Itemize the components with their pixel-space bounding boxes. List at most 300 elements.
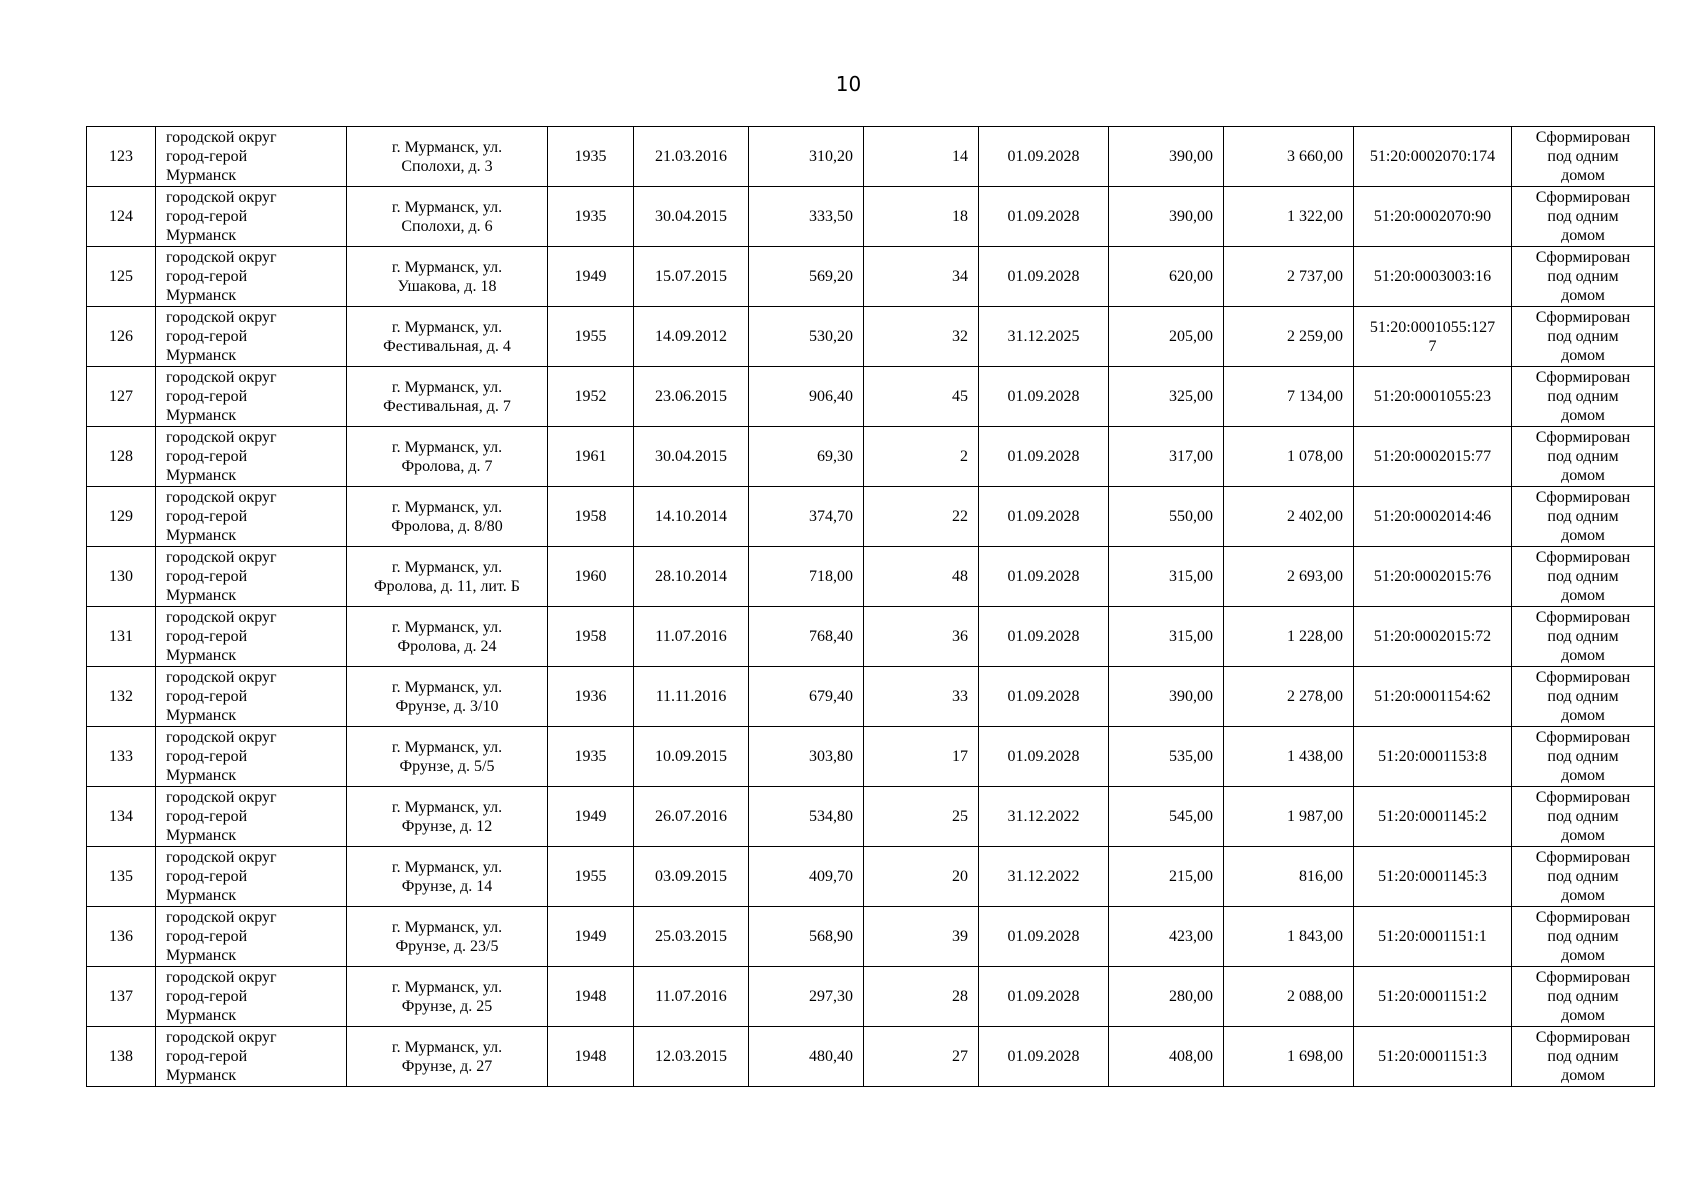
cell-municipality-line: городской округ [166, 669, 277, 686]
cell-address-line: Фролова, д. 24 [397, 637, 497, 655]
cell-status-line: под одним [1547, 568, 1619, 585]
cell-municipality-line: город-герой [166, 1048, 248, 1065]
cell-status-line: домом [1561, 527, 1605, 544]
cell-municipality [156, 1027, 347, 1087]
cell-address [347, 727, 548, 787]
cell-status [1512, 247, 1655, 307]
cell-municipality-line: город-герой [166, 508, 248, 525]
cell-municipality [156, 367, 347, 427]
cell-status-line: домом [1561, 827, 1605, 844]
cell-people: 36 [864, 607, 979, 667]
cell-col10: 7 134,00 [1224, 367, 1354, 427]
cell-municipality [156, 667, 347, 727]
cell-municipality-line: Мурманск [166, 887, 237, 904]
cell-status-line: под одним [1547, 508, 1619, 525]
cell-address-line: г. Мурманск, ул. [391, 978, 503, 996]
cell-col10: 2 693,00 [1224, 547, 1354, 607]
cell-col9: 280,00 [1109, 967, 1224, 1027]
cell-status-line: под одним [1547, 448, 1619, 465]
cell-municipality [156, 187, 347, 247]
cell-date: 15.07.2015 [634, 247, 749, 307]
cell-area: 906,40 [749, 367, 864, 427]
cell-status [1512, 187, 1655, 247]
cell-cadastral-line: 51:20:0002014:46 [1373, 508, 1492, 525]
cell-area: 718,00 [749, 547, 864, 607]
cell-status-line: домом [1561, 167, 1605, 184]
cell-address-line: г. Мурманск, ул. [391, 198, 503, 216]
cell-people: 48 [864, 547, 979, 607]
cell-col9: 315,00 [1109, 607, 1224, 667]
cell-status-line: Сформирован [1535, 309, 1631, 326]
cell-cadastral-line: 51:20:0001154:62 [1374, 688, 1491, 705]
cell-number: 130 [87, 547, 156, 607]
cell-municipality [156, 967, 347, 1027]
cell-address-line: Фрунзе, д. 25 [401, 997, 493, 1015]
cell-cadastral [1354, 247, 1512, 307]
cell-address-line: г. Мурманск, ул. [391, 138, 503, 156]
cell-address-line: г. Мурманск, ул. [391, 438, 503, 456]
cell-year: 1935 [548, 727, 634, 787]
cell-cadastral [1354, 727, 1512, 787]
cell-col10: 1 438,00 [1224, 727, 1354, 787]
cell-status [1512, 427, 1655, 487]
cell-status-line: под одним [1547, 988, 1619, 1005]
cell-status-line: Сформирован [1535, 609, 1631, 626]
cell-address [347, 787, 548, 847]
cell-status-line: Сформирован [1535, 669, 1631, 686]
cell-number: 131 [87, 607, 156, 667]
cell-municipality-line: городской округ [166, 909, 277, 926]
cell-status-line: Сформирован [1535, 429, 1631, 446]
cell-number: 129 [87, 487, 156, 547]
cell-address-line: г. Мурманск, ул. [391, 1038, 503, 1056]
cell-address-line: Фестивальная, д. 7 [383, 397, 511, 415]
cell-people: 20 [864, 847, 979, 907]
cell-cadastral [1354, 607, 1512, 667]
cell-year: 1955 [548, 307, 634, 367]
cell-col10: 1 843,00 [1224, 907, 1354, 967]
cell-status-line: домом [1561, 947, 1605, 964]
table-row [87, 427, 1655, 487]
cell-address-line: г. Мурманск, ул. [391, 678, 503, 696]
cell-cadastral-line: 51:20:0002070:90 [1373, 208, 1492, 225]
cell-year: 1961 [548, 427, 634, 487]
cell-deadline: 01.09.2028 [979, 907, 1109, 967]
cell-cadastral-line: 51:20:0003003:16 [1373, 268, 1492, 285]
cell-date: 03.09.2015 [634, 847, 749, 907]
cell-people: 32 [864, 307, 979, 367]
cell-municipality [156, 847, 347, 907]
cell-address [347, 607, 548, 667]
cell-col9: 205,00 [1109, 307, 1224, 367]
cell-cadastral [1354, 967, 1512, 1027]
cell-municipality-line: Мурманск [166, 227, 237, 244]
cell-col10: 1 322,00 [1224, 187, 1354, 247]
cell-status-line: домом [1561, 887, 1605, 904]
cell-cadastral [1354, 127, 1512, 187]
cell-status [1512, 787, 1655, 847]
table-row [87, 1027, 1655, 1087]
cell-municipality-line: Мурманск [166, 167, 237, 184]
cell-col9: 535,00 [1109, 727, 1224, 787]
cell-status [1512, 907, 1655, 967]
cell-cadastral [1354, 187, 1512, 247]
cell-date: 11.07.2016 [634, 967, 749, 1027]
cell-cadastral [1354, 787, 1512, 847]
cell-people: 33 [864, 667, 979, 727]
cell-cadastral-line: 51:20:0002070:174 [1369, 148, 1496, 165]
cell-year: 1960 [548, 547, 634, 607]
cell-address-line: г. Мурманск, ул. [391, 738, 503, 756]
cell-address [347, 547, 548, 607]
cell-deadline: 01.09.2028 [979, 667, 1109, 727]
cell-date: 14.09.2012 [634, 307, 749, 367]
table-row [87, 307, 1655, 367]
cell-status-line: домом [1561, 227, 1605, 244]
cell-municipality-line: город-герой [166, 328, 248, 345]
cell-address-line: г. Мурманск, ул. [391, 918, 503, 936]
cell-municipality-line: город-герой [166, 148, 248, 165]
cell-col9: 325,00 [1109, 367, 1224, 427]
cell-municipality-line: городской округ [166, 189, 277, 206]
cell-status-line: под одним [1547, 328, 1619, 345]
cell-deadline: 01.09.2028 [979, 727, 1109, 787]
cell-people: 25 [864, 787, 979, 847]
cell-municipality-line: город-герой [166, 268, 248, 285]
cell-cadastral-line: 51:20:0001145:3 [1378, 868, 1487, 885]
cell-address [347, 427, 548, 487]
cell-date: 28.10.2014 [634, 547, 749, 607]
cell-status [1512, 127, 1655, 187]
cell-col9: 620,00 [1109, 247, 1224, 307]
table-row [87, 487, 1655, 547]
cell-status [1512, 727, 1655, 787]
cell-status [1512, 307, 1655, 367]
cell-deadline: 31.12.2022 [979, 787, 1109, 847]
cell-municipality [156, 547, 347, 607]
cell-status-line: под одним [1547, 688, 1619, 705]
cell-status-line: Сформирован [1535, 729, 1631, 746]
cell-deadline: 01.09.2028 [979, 487, 1109, 547]
cell-col10: 2 402,00 [1224, 487, 1354, 547]
cell-date: 14.10.2014 [634, 487, 749, 547]
cell-year: 1936 [548, 667, 634, 727]
cell-number: 138 [87, 1027, 156, 1087]
cell-address-line: Ушакова, д. 18 [397, 277, 497, 295]
cell-deadline: 01.09.2028 [979, 547, 1109, 607]
cell-status-line: под одним [1547, 868, 1619, 885]
cell-address [347, 487, 548, 547]
cell-col9: 390,00 [1109, 187, 1224, 247]
cell-municipality-line: Мурманск [166, 1007, 237, 1024]
cell-cadastral-line: 51:20:0001153:8 [1378, 748, 1487, 765]
cell-col10: 2 278,00 [1224, 667, 1354, 727]
cell-col10: 1 698,00 [1224, 1027, 1354, 1087]
table-row [87, 787, 1655, 847]
cell-deadline: 01.09.2028 [979, 427, 1109, 487]
cell-municipality [156, 247, 347, 307]
cell-status-line: домом [1561, 1067, 1605, 1084]
cell-deadline: 31.12.2025 [979, 307, 1109, 367]
cell-status-line: Сформирован [1535, 489, 1631, 506]
cell-municipality-line: город-герой [166, 568, 248, 585]
cell-people: 14 [864, 127, 979, 187]
cell-number: 127 [87, 367, 156, 427]
cell-cadastral [1354, 1027, 1512, 1087]
cell-address [347, 907, 548, 967]
cell-col9: 408,00 [1109, 1027, 1224, 1087]
cell-municipality-line: городской округ [166, 789, 277, 806]
cell-status-line: под одним [1547, 268, 1619, 285]
cell-municipality [156, 607, 347, 667]
cell-date: 10.09.2015 [634, 727, 749, 787]
cell-municipality-line: город-герой [166, 808, 248, 825]
cell-deadline: 01.09.2028 [979, 967, 1109, 1027]
cell-deadline: 31.12.2022 [979, 847, 1109, 907]
cell-municipality-line: Мурманск [166, 1067, 237, 1084]
cell-cadastral-line: 51:20:0002015:76 [1373, 568, 1492, 585]
cell-year: 1948 [548, 1027, 634, 1087]
cell-address [347, 247, 548, 307]
cell-municipality-line: городской округ [166, 549, 277, 566]
cell-address [347, 127, 548, 187]
cell-status [1512, 847, 1655, 907]
cell-cadastral-line: 51:20:0001145:2 [1378, 808, 1487, 825]
cell-address [347, 187, 548, 247]
cell-status-line: домом [1561, 707, 1605, 724]
cell-address-line: Сполохи, д. 3 [401, 157, 493, 175]
cell-cadastral [1354, 667, 1512, 727]
cell-municipality [156, 307, 347, 367]
table-row [87, 967, 1655, 1027]
cell-number: 125 [87, 247, 156, 307]
cell-deadline: 01.09.2028 [979, 127, 1109, 187]
cell-cadastral [1354, 907, 1512, 967]
table-row [87, 907, 1655, 967]
cell-municipality-line: город-герой [166, 448, 248, 465]
cell-date: 25.03.2015 [634, 907, 749, 967]
cell-municipality-line: городской округ [166, 489, 277, 506]
cell-municipality [156, 907, 347, 967]
cell-people: 17 [864, 727, 979, 787]
cell-area: 679,40 [749, 667, 864, 727]
cell-status-line: под одним [1547, 928, 1619, 945]
cell-cadastral [1354, 487, 1512, 547]
cell-col9: 423,00 [1109, 907, 1224, 967]
cell-people: 45 [864, 367, 979, 427]
cell-address-line: г. Мурманск, ул. [391, 618, 503, 636]
cell-year: 1949 [548, 787, 634, 847]
cell-col10: 3 660,00 [1224, 127, 1354, 187]
cell-status-line: под одним [1547, 808, 1619, 825]
cell-municipality-line: Мурманск [166, 947, 237, 964]
cell-address-line: г. Мурманск, ул. [391, 318, 503, 336]
cell-date: 30.04.2015 [634, 427, 749, 487]
cell-number: 123 [87, 127, 156, 187]
cell-col10: 2 259,00 [1224, 307, 1354, 367]
cell-cadastral [1354, 547, 1512, 607]
cell-area: 530,20 [749, 307, 864, 367]
cell-number: 128 [87, 427, 156, 487]
cell-col10: 816,00 [1224, 847, 1354, 907]
cell-people: 28 [864, 967, 979, 1027]
cell-date: 12.03.2015 [634, 1027, 749, 1087]
cell-address-line: г. Мурманск, ул. [391, 378, 503, 396]
cell-people: 27 [864, 1027, 979, 1087]
cell-status-line: Сформирован [1535, 969, 1631, 986]
table-row [87, 187, 1655, 247]
cell-status-line: Сформирован [1535, 549, 1631, 566]
cell-area: 569,20 [749, 247, 864, 307]
housing-table [86, 126, 1655, 1087]
cell-status-line: под одним [1547, 208, 1619, 225]
cell-status [1512, 1027, 1655, 1087]
cell-people: 39 [864, 907, 979, 967]
cell-date: 26.07.2016 [634, 787, 749, 847]
table-row [87, 127, 1655, 187]
cell-cadastral-line: 51:20:0002015:77 [1373, 448, 1492, 465]
cell-status-line: под одним [1547, 1048, 1619, 1065]
cell-deadline: 01.09.2028 [979, 187, 1109, 247]
cell-municipality-line: город-герой [166, 208, 248, 225]
cell-people: 18 [864, 187, 979, 247]
cell-municipality [156, 127, 347, 187]
cell-municipality [156, 487, 347, 547]
cell-address-line: Фролова, д. 8/80 [391, 517, 503, 535]
cell-col10: 2 737,00 [1224, 247, 1354, 307]
cell-municipality-line: городской округ [166, 129, 277, 146]
cell-cadastral-line: 7 [1428, 337, 1437, 355]
cell-cadastral [1354, 307, 1512, 367]
cell-municipality-line: Мурманск [166, 827, 237, 844]
cell-col10: 1 987,00 [1224, 787, 1354, 847]
cell-municipality-line: Мурманск [166, 647, 237, 664]
cell-address-line: Фрунзе, д. 12 [401, 817, 493, 835]
cell-municipality-line: Мурманск [166, 347, 237, 364]
cell-municipality-line: Мурманск [166, 287, 237, 304]
cell-year: 1948 [548, 967, 634, 1027]
cell-col10: 1 228,00 [1224, 607, 1354, 667]
cell-people: 34 [864, 247, 979, 307]
cell-area: 303,80 [749, 727, 864, 787]
cell-municipality-line: городской округ [166, 1029, 277, 1046]
cell-status-line: Сформирован [1535, 909, 1631, 926]
cell-status [1512, 487, 1655, 547]
cell-address-line: г. Мурманск, ул. [391, 798, 503, 816]
cell-municipality [156, 787, 347, 847]
cell-number: 137 [87, 967, 156, 1027]
cell-address [347, 1027, 548, 1087]
cell-status-line: домом [1561, 647, 1605, 664]
cell-year: 1958 [548, 487, 634, 547]
cell-date: 21.03.2016 [634, 127, 749, 187]
cell-status-line: домом [1561, 347, 1605, 364]
cell-address-line: г. Мурманск, ул. [391, 858, 503, 876]
cell-status-line: домом [1561, 1007, 1605, 1024]
cell-col9: 550,00 [1109, 487, 1224, 547]
cell-area: 409,70 [749, 847, 864, 907]
cell-municipality-line: Мурманск [166, 767, 237, 784]
cell-address-line: Сполохи, д. 6 [401, 217, 493, 235]
cell-address [347, 667, 548, 727]
cell-year: 1949 [548, 907, 634, 967]
cell-address-line: г. Мурманск, ул. [391, 498, 503, 516]
cell-number: 126 [87, 307, 156, 367]
cell-col9: 315,00 [1109, 547, 1224, 607]
cell-status [1512, 667, 1655, 727]
cell-area: 768,40 [749, 607, 864, 667]
cell-deadline: 01.09.2028 [979, 1027, 1109, 1087]
cell-status-line: Сформирован [1535, 789, 1631, 806]
cell-deadline: 01.09.2028 [979, 247, 1109, 307]
cell-cadastral-line: 51:20:0001151:2 [1378, 988, 1487, 1005]
cell-address-line: Фролова, д. 11, лит. Б [374, 577, 520, 595]
cell-col9: 215,00 [1109, 847, 1224, 907]
cell-municipality-line: город-герой [166, 868, 248, 885]
cell-municipality-line: Мурманск [166, 467, 237, 484]
cell-status [1512, 967, 1655, 1027]
cell-address-line: г. Мурманск, ул. [391, 258, 503, 276]
cell-area: 333,50 [749, 187, 864, 247]
table-row [87, 847, 1655, 907]
cell-municipality-line: Мурманск [166, 587, 237, 604]
cell-municipality-line: город-герой [166, 988, 248, 1005]
cell-status-line: под одним [1547, 148, 1619, 165]
cell-cadastral [1354, 427, 1512, 487]
cell-municipality-line: городской округ [166, 969, 277, 986]
cell-status-line: Сформирован [1535, 249, 1631, 266]
cell-date: 11.07.2016 [634, 607, 749, 667]
cell-address [347, 967, 548, 1027]
cell-status-line: Сформирован [1535, 129, 1631, 146]
cell-address [347, 847, 548, 907]
cell-address-line: Фрунзе, д. 5/5 [399, 757, 495, 775]
cell-municipality-line: город-герой [166, 928, 248, 945]
cell-cadastral-line: 51:20:0001055:127 [1369, 318, 1496, 336]
cell-number: 133 [87, 727, 156, 787]
cell-municipality-line: городской округ [166, 249, 277, 266]
cell-address-line: Фестивальная, д. 4 [383, 337, 511, 355]
cell-status [1512, 547, 1655, 607]
cell-address-line: Фролова, д. 7 [401, 457, 493, 475]
cell-area: 297,30 [749, 967, 864, 1027]
cell-status-line: домом [1561, 467, 1605, 484]
cell-number: 124 [87, 187, 156, 247]
cell-status-line: под одним [1547, 748, 1619, 765]
cell-status-line: Сформирован [1535, 369, 1631, 386]
cell-cadastral-line: 51:20:0001151:1 [1378, 928, 1487, 945]
cell-number: 134 [87, 787, 156, 847]
cell-year: 1935 [548, 127, 634, 187]
cell-address-line: г. Мурманск, ул. [391, 558, 503, 576]
cell-status-line: Сформирован [1535, 189, 1631, 206]
cell-status-line: домом [1561, 407, 1605, 424]
cell-status-line: домом [1561, 587, 1605, 604]
cell-municipality [156, 727, 347, 787]
cell-number: 135 [87, 847, 156, 907]
cell-municipality-line: Мурманск [166, 407, 237, 424]
cell-municipality-line: Мурманск [166, 707, 237, 724]
cell-date: 30.04.2015 [634, 187, 749, 247]
table-row [87, 367, 1655, 427]
cell-municipality-line: Мурманск [166, 527, 237, 544]
cell-municipality-line: городской округ [166, 309, 277, 326]
cell-status-line: под одним [1547, 628, 1619, 645]
cell-year: 1955 [548, 847, 634, 907]
cell-col10: 2 088,00 [1224, 967, 1354, 1027]
cell-col9: 390,00 [1109, 127, 1224, 187]
cell-municipality [156, 427, 347, 487]
